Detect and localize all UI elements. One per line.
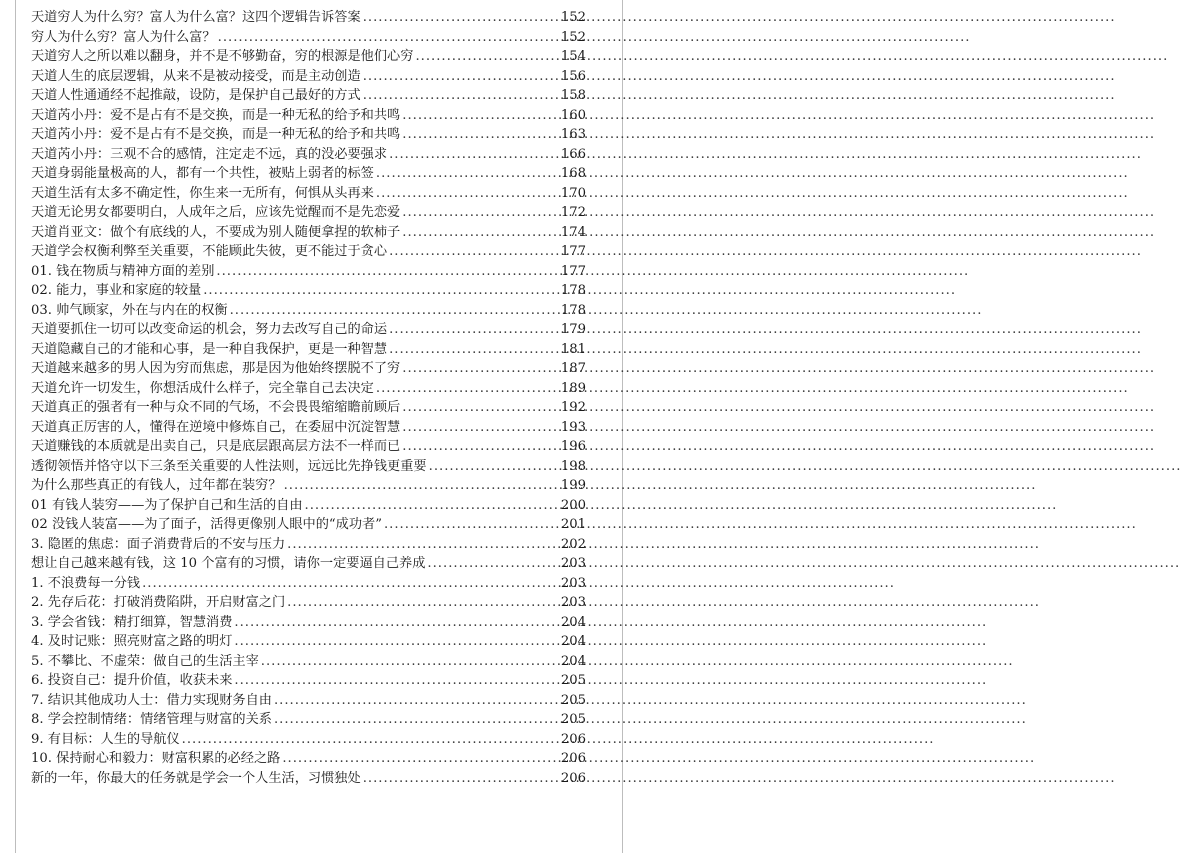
toc-entry-title: 7. 结识其他成功人士：借力实现财务自由 — [31, 692, 272, 708]
toc-entry-title: 天道赚钱的本质就是出卖自己，只是底层跟高层方法不一样而已 — [31, 439, 401, 454]
toc-entry-page-number: 205 — [560, 692, 586, 708]
toc-entry-title: 1. 不浪费每一分钱 — [31, 575, 141, 591]
toc-entry[interactable] — [31, 515, 586, 535]
toc-dot-leader — [216, 28, 561, 48]
toc-entry-page-number: 154 — [560, 49, 586, 64]
toc-entry-page-number: 178 — [560, 302, 586, 318]
toc-dot-leader — [232, 671, 560, 691]
toc-entry-title: 03. 帅气顾家，外在与内在的权衡 — [31, 302, 228, 318]
toc-entry-page-number: 156 — [560, 68, 586, 84]
toc-entry-page-number: 168 — [560, 166, 586, 181]
toc-entry[interactable] — [31, 145, 586, 165]
toc-dot-leader — [400, 359, 561, 379]
toc-entry-page-number: 170 — [560, 185, 586, 201]
toc-entry[interactable] — [31, 535, 586, 555]
toc-dot-leader — [285, 535, 561, 555]
toc-entry[interactable] — [31, 242, 586, 262]
toc-dot-leader — [400, 418, 561, 438]
toc-entry-title: 9. 有目标：人生的导航仪 — [31, 731, 180, 747]
toc-entry-page-number: 187 — [560, 361, 586, 376]
toc-entry-title: 天道学会权衡利弊至关重要，不能顾此失彼，更不能过于贪心 — [31, 244, 388, 259]
toc-entry-title: 天道生活有太多不确定性，你生来一无所有，何惧从头再来 — [31, 185, 374, 201]
toc-entry-title: 天道人生的底层逻辑，从来不是被动接受，而是主动创造 — [31, 68, 361, 84]
toc-dot-leader — [374, 164, 561, 184]
toc-entry-page-number: 152 — [560, 29, 586, 45]
toc-entry-title: 天道隐藏自己的才能和心事，是一种自我保护，更是一种智慧 — [31, 341, 388, 357]
toc-dot-leader — [232, 613, 560, 633]
toc-entry-page-number: 166 — [560, 146, 586, 162]
toc-entry-title: 新的一年，你最大的任务就是学会一个人生活，习惯独处 — [31, 770, 361, 786]
toc-entry[interactable] — [31, 301, 586, 321]
toc-entry-page-number: 198 — [560, 458, 586, 474]
toc-entry[interactable] — [31, 632, 586, 652]
toc-entry[interactable] — [31, 671, 586, 691]
toc-entry[interactable] — [31, 379, 586, 399]
toc-entry-title: 天道身弱能量极高的人，都有一个共性，被贴上弱者的标签 — [31, 166, 374, 181]
toc-entry[interactable] — [31, 652, 586, 672]
toc-dot-leader — [280, 749, 560, 769]
toc-entry[interactable] — [31, 184, 586, 204]
toc-entry-page-number: 172 — [560, 205, 586, 220]
toc-entry-title: 天道芮小丹：爱不是占有不是交换，而是一种无私的给予和共鸣 — [31, 107, 401, 123]
toc-dot-leader — [272, 710, 561, 730]
toc-entry-title: 天道越来越多的男人因为穷而焦虑，那是因为他始终摆脱不了穷 — [31, 361, 401, 376]
toc-entry-page-number: 204 — [560, 653, 586, 669]
toc-dot-leader — [361, 769, 561, 789]
toc-entry[interactable] — [31, 730, 586, 750]
toc-dot-leader — [425, 554, 560, 574]
toc-entry-page-number: 203 — [560, 575, 586, 591]
toc-entry[interactable] — [31, 47, 586, 67]
toc-entry-page-number: 181 — [560, 341, 586, 357]
toc-entry-page-number: 200 — [560, 497, 586, 513]
toc-entry-page-number: 177 — [560, 244, 586, 259]
toc-entry[interactable] — [31, 418, 586, 438]
toc-dot-leader — [272, 691, 561, 711]
toc-dot-leader — [400, 437, 561, 457]
toc-dot-leader — [282, 476, 561, 496]
toc-entry-title: 天道穷人为什么穷？富人为什么富？这四个逻辑告诉答案 — [31, 10, 361, 25]
toc-entry-page-number: 206 — [560, 731, 586, 747]
toc-entry[interactable] — [31, 281, 586, 301]
toc-entry[interactable] — [31, 8, 586, 28]
toc-entry-title: 8. 学会控制情绪：情绪管理与财富的关系 — [31, 712, 272, 727]
toc-entry[interactable] — [31, 262, 586, 282]
toc-entry-title: 天道允许一切发生，你想活成什么样子，完全靠自己去决定 — [31, 380, 374, 396]
toc-entry-title: 3. 隐匿的焦虑：面子消费背后的不安与压力 — [31, 536, 286, 552]
toc-dot-leader — [400, 106, 561, 126]
toc-entry-page-number: 179 — [560, 322, 586, 337]
toc-dot-leader — [303, 496, 561, 516]
toc-entry-title: 天道芮小丹：三观不合的感情，注定走不远，真的没必要强求 — [31, 146, 388, 162]
toc-dot-leader — [400, 125, 561, 145]
toc-dot-leader — [387, 145, 561, 165]
toc-entry[interactable] — [31, 437, 586, 457]
toc-dot-leader — [400, 398, 561, 418]
toc-entry[interactable] — [31, 203, 586, 223]
toc-entry[interactable] — [31, 223, 586, 243]
toc-dot-leader — [387, 340, 561, 360]
toc-entry[interactable] — [31, 691, 586, 711]
toc-entry-title: 天道无论男女都要明白，人成年之后，应该先觉醒而不是先恋爱 — [31, 205, 401, 220]
page-frame-left — [15, 0, 16, 853]
toc-dot-leader — [361, 8, 561, 28]
toc-entry-page-number: 178 — [560, 283, 586, 298]
toc-dot-leader — [374, 379, 561, 399]
toc-entry-page-number: 206 — [560, 770, 586, 786]
toc-dot-leader — [140, 574, 561, 594]
toc-entry-page-number: 202 — [560, 536, 586, 552]
toc-entry[interactable] — [31, 320, 586, 340]
toc-entry-page-number: 152 — [560, 10, 586, 25]
toc-dot-leader — [228, 301, 561, 321]
toc-dot-leader — [427, 457, 561, 477]
toc-entry-page-number: 174 — [560, 224, 586, 240]
toc-entry-title: 6. 投资自己：提升价值，收获未来 — [31, 673, 233, 688]
toc-entry-title: 天道穷人之所以难以翻身，并不是不够勤奋，穷的根源是他们心穷 — [31, 49, 414, 64]
toc-entry[interactable] — [31, 106, 586, 126]
toc-entry-page-number: 205 — [560, 673, 586, 688]
toc-entry-page-number: 205 — [560, 712, 586, 727]
toc-entry[interactable] — [31, 710, 586, 730]
toc-entry-page-number: 203 — [560, 595, 586, 610]
toc-entry-page-number: 163 — [560, 127, 586, 142]
toc-entry-title: 10. 保持耐心和毅力：财富积累的必经之路 — [31, 751, 281, 766]
toc-entry[interactable] — [31, 398, 586, 418]
toc-entry-page-number: 204 — [560, 634, 586, 649]
toc-entry-title: 天道要抓住一切可以改变命运的机会，努力去改写自己的命运 — [31, 322, 388, 337]
toc-entry[interactable] — [31, 554, 586, 574]
toc-entry-page-number: 160 — [560, 107, 586, 123]
toc-entry-page-number: 158 — [560, 88, 586, 103]
toc-entry[interactable] — [31, 476, 586, 496]
toc-entry-page-number: 206 — [560, 751, 586, 766]
toc-dot-leader — [387, 320, 561, 340]
toc-entry[interactable] — [31, 613, 586, 633]
table-of-contents — [31, 8, 586, 788]
toc-entry-title: 5. 不攀比、不虚荣：做自己的生活主宰 — [31, 653, 259, 669]
toc-dot-leader — [413, 47, 560, 67]
toc-entry-page-number: 189 — [560, 380, 586, 396]
toc-entry[interactable] — [31, 340, 586, 360]
toc-entry[interactable] — [31, 457, 586, 477]
toc-entry-title: 天道芮小丹：爱不是占有不是交换，而是一种无私的给予和共鸣 — [31, 127, 401, 142]
toc-entry-title: 天道人性通通经不起推敲，设防，是保护自己最好的方式 — [31, 88, 361, 103]
toc-entry[interactable] — [31, 28, 586, 48]
toc-dot-leader — [400, 203, 561, 223]
toc-entry-title: 天道真正厉害的人，懂得在逆境中修炼自己，在委屈中沉淀智慧 — [31, 419, 401, 435]
toc-entry[interactable] — [31, 769, 586, 789]
toc-dot-leader — [361, 67, 561, 87]
toc-entry-page-number: 177 — [560, 263, 586, 279]
toc-entry-title: 01. 钱在物质与精神方面的差别 — [31, 263, 215, 279]
toc-dot-leader — [382, 515, 561, 535]
toc-entry[interactable] — [31, 574, 586, 594]
toc-entry[interactable] — [31, 67, 586, 87]
toc-entry-title: 穷人为什么穷？富人为什么富？ — [31, 29, 216, 45]
toc-entry-title: 天道真正的强者有一种与众不同的气场，不会畏畏缩缩瞻前顾后 — [31, 400, 401, 415]
toc-dot-leader — [400, 223, 561, 243]
toc-entry[interactable] — [31, 359, 586, 379]
toc-entry-title: 01 有钱人装穷——为了保护自己和生活的自由 — [31, 497, 303, 513]
toc-entry-title: 02. 能力，事业和家庭的较量 — [31, 283, 202, 298]
toc-dot-leader — [374, 184, 561, 204]
toc-entry-title: 2. 先存后花：打破消费陷阱，开启财富之门 — [31, 595, 286, 610]
toc-entry-title: 透彻领悟并恪守以下三条至关重要的人性法则，远远比先挣钱更重要 — [31, 458, 427, 474]
toc-entry-title: 为什么那些真正的有钱人，过年都在装穷？ — [31, 478, 282, 493]
toc-entry-page-number: 192 — [560, 400, 586, 415]
toc-dot-leader — [387, 242, 561, 262]
toc-dot-leader — [201, 281, 561, 301]
toc-entry-page-number: 201 — [560, 517, 586, 532]
toc-entry-page-number: 203 — [560, 556, 586, 571]
toc-entry[interactable] — [31, 593, 586, 613]
toc-entry[interactable] — [31, 125, 586, 145]
toc-dot-leader — [232, 632, 560, 652]
toc-dot-leader — [180, 730, 561, 750]
toc-entry[interactable] — [31, 164, 586, 184]
toc-dot-leader — [285, 593, 561, 613]
toc-dot-leader — [214, 262, 560, 282]
toc-entry-title: 02 没钱人装富——为了面子，活得更像别人眼中的“成功者” — [31, 517, 382, 532]
toc-entry[interactable] — [31, 496, 586, 516]
toc-dot-leader — [361, 86, 561, 106]
toc-entry[interactable] — [31, 86, 586, 106]
toc-dot-leader — [259, 652, 561, 672]
toc-entry-page-number: 196 — [560, 439, 586, 454]
toc-entry[interactable] — [31, 749, 586, 769]
toc-entry-title: 天道肖亚文：做个有底线的人，不要成为别人随便拿捏的软柿子 — [31, 224, 401, 240]
toc-entry-page-number: 204 — [560, 614, 586, 630]
toc-entry-page-number: 199 — [560, 478, 586, 493]
toc-entry-title: 想让自己越来越有钱，这 10 个富有的习惯，请你一定要逼自己养成 — [31, 556, 426, 571]
toc-entry-title: 3. 学会省钱：精打细算，智慧消费 — [31, 614, 233, 630]
toc-entry-title: 4. 及时记账：照亮财富之路的明灯 — [31, 634, 233, 649]
toc-entry-page-number: 193 — [560, 419, 586, 435]
